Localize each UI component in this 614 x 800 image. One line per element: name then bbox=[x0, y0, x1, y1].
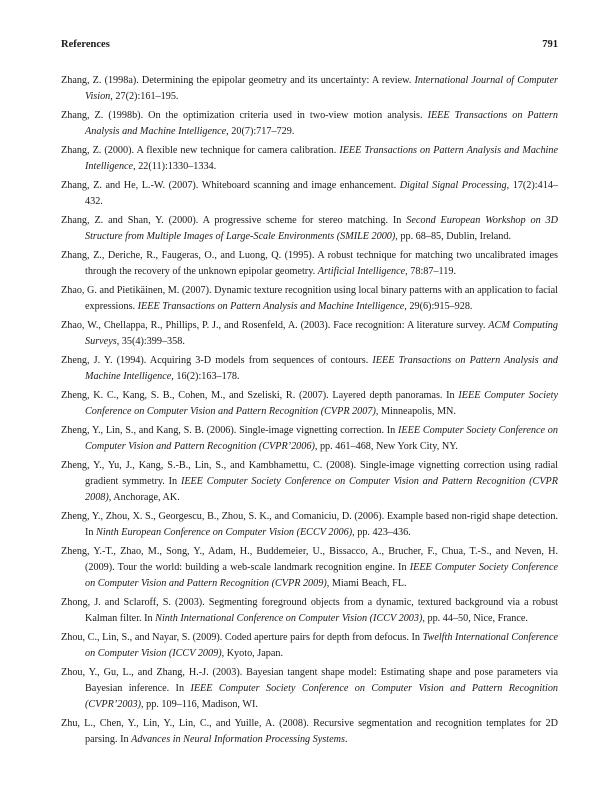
reference-authors-title: Zhong, J. and Sclaroff, S. (2003). Segmenting foreground objects from a dynamic, textured background via a robust Kalman filter. In bbox=[61, 597, 558, 624]
reference-authors-title: Zheng, Y., Yu, J., Kang, S.-B., Lin, S., and Kambhamettu, C. (2008). Single-image vignetting correction using radial gradient symmetry. In bbox=[61, 460, 558, 487]
reference-authors-title: Zhang, Z., Deriche, R., Faugeras, O., and Luong, Q. (1995). A robust technique for matching two uncalibrated images through the recovery of the unknown epipolar geometry. bbox=[61, 250, 558, 277]
reference-details: , 29(6):915–928. bbox=[404, 301, 473, 312]
reference-venue: Twelfth International Conference on Computer Vision (ICCV 2009) bbox=[85, 632, 558, 659]
reference-authors-title: Zhang, Z. and He, L.-W. (2007). Whiteboard scanning and image enhancement. bbox=[61, 180, 400, 191]
reference-entry bbox=[61, 595, 558, 627]
reference-details: , Kyoto, Japan. bbox=[221, 648, 283, 659]
reference-list bbox=[61, 73, 558, 748]
reference-authors-title: Zheng, Y.-T., Zhao, M., Song, Y., Adam, H., Buddemeier, U., Bissacco, A., Brucher, F., Chua, T.-S., and Neven, H. (2009). Tour the world: building a web-scale landmark recognition engine. In bbox=[61, 546, 558, 573]
reference-venue: IEEE Transactions on Pattern Analysis and Machine Intelligence bbox=[137, 301, 405, 312]
reference-venue: ACM Computing Surveys bbox=[85, 320, 558, 347]
reference-details: , 78:87–119. bbox=[405, 266, 456, 277]
reference-entry bbox=[61, 318, 558, 350]
reference-authors-title: Zheng, K. C., Kang, S. B., Cohen, M., and Szeliski, R. (2007). Layered depth panoramas. In bbox=[61, 390, 459, 401]
reference-details: , Miami Beach, FL. bbox=[326, 578, 407, 589]
reference-authors-title: Zhao, W., Chellappa, R., Phillips, P. J., and Rosenfeld, A. (2003). Face recognition: A literature survey. bbox=[61, 320, 489, 331]
reference-details: , pp. 423–436. bbox=[352, 527, 411, 538]
reference-venue: Ninth European Conference on Computer Vision (ECCV 2006) bbox=[96, 527, 353, 538]
page bbox=[61, 38, 558, 751]
reference-venue: IEEE Transactions on Pattern Analysis and Machine Intelligence bbox=[85, 355, 558, 382]
reference-details: , 16(2):163–178. bbox=[171, 371, 240, 382]
reference-details: , Minneapolis, MN. bbox=[375, 406, 456, 417]
reference-authors-title: Zhang, Z. (1998a). Determining the epipolar geometry and its uncertainty: A review. bbox=[61, 75, 415, 86]
section-title: References bbox=[61, 39, 110, 50]
reference-venue: Digital Signal Processing bbox=[399, 180, 507, 191]
reference-authors-title: Zheng, Y., Lin, S., and Kang, S. B. (2006). Single-image vignetting correction. In bbox=[61, 425, 399, 436]
page-number: 791 bbox=[542, 39, 558, 50]
reference-entry bbox=[61, 630, 558, 662]
reference-venue: IEEE Computer Society Conference on Computer Vision and Pattern Recognition (CVPR 2007) bbox=[85, 390, 558, 417]
reference-entry bbox=[61, 544, 558, 592]
reference-details: . bbox=[344, 734, 348, 745]
reference-entry bbox=[61, 509, 558, 541]
reference-entry bbox=[61, 353, 558, 385]
reference-venue: IEEE Transactions on Pattern Analysis and Machine Intelligence bbox=[85, 145, 558, 172]
reference-details: , 27(2):161–195. bbox=[110, 91, 179, 102]
reference-venue: Second European Workshop on 3D Structure from Multiple Images of Large-Scale Environments (SMILE 2000) bbox=[85, 215, 559, 242]
reference-authors-title: Zhu, L., Chen, Y., Lin, Y., Lin, C., and Yuille, A. (2008). Recursive segmentation and recognition templates for 2D parsing. In bbox=[61, 718, 558, 745]
reference-authors-title: Zhao, G. and Pietikäinen, M. (2007). Dynamic texture recognition using local binary patterns with an application to facial expressions. bbox=[61, 285, 558, 312]
reference-details: , pp. 44–50, Nice, France. bbox=[422, 613, 528, 624]
reference-authors-title: Zheng, Y., Zhou, X. S., Georgescu, B., Zhou, S. K., and Comaniciu, D. (2006). Example based non-rigid shape detection. In bbox=[61, 511, 558, 538]
reference-entry bbox=[61, 213, 558, 245]
reference-details: , 22(11):1330–1334. bbox=[133, 161, 217, 172]
reference-details: , pp. 109–116, Madison, WI. bbox=[141, 699, 258, 710]
reference-details: , 35(4):399–358. bbox=[116, 336, 185, 347]
reference-authors-title: Zhang, Z. (2000). A flexible new technique for camera calibration. bbox=[61, 145, 340, 156]
reference-details: , pp. 461–468, New York City, NY. bbox=[314, 441, 458, 452]
reference-entry bbox=[61, 108, 558, 140]
reference-authors-title: Zhou, Y., Gu, L., and Zhang, H.-J. (2003). Bayesian tangent shape model: Estimating shape and pose parameters via Bayesian inference. In bbox=[61, 667, 558, 694]
reference-authors-title: Zhang, Z. (1998b). On the optimization criteria used in two-view motion analysis. bbox=[61, 110, 428, 121]
reference-details: , Anchorage, AK. bbox=[108, 492, 180, 503]
reference-venue: Ninth International Conference on Computer Vision (ICCV 2003) bbox=[155, 613, 423, 624]
reference-details: , 20(7):717–729. bbox=[226, 126, 295, 137]
reference-venue: International Journal of Computer Vision bbox=[85, 75, 558, 102]
reference-authors-title: Zhang, Z. and Shan, Y. (2000). A progressive scheme for stereo matching. In bbox=[61, 215, 407, 226]
running-header bbox=[61, 38, 558, 52]
reference-entry bbox=[61, 388, 558, 420]
reference-details: , pp. 68–85, Dublin, Ireland. bbox=[395, 231, 512, 242]
reference-venue: IEEE Computer Society Conference on Computer Vision and Pattern Recognition (CVPR’2006) bbox=[85, 425, 558, 452]
reference-entry bbox=[61, 458, 558, 506]
reference-venue: IEEE Transactions on Pattern Analysis and Machine Intelligence bbox=[85, 110, 558, 137]
reference-entry bbox=[61, 248, 558, 280]
reference-venue: IEEE Computer Society Conference on Computer Vision and Pattern Recognition (CVPR’2003) bbox=[85, 683, 559, 710]
reference-entry bbox=[61, 73, 558, 105]
reference-venue: IEEE Computer Society Conference on Computer Vision and Pattern Recognition (CVPR 2008) bbox=[85, 476, 558, 503]
reference-entry bbox=[61, 178, 558, 210]
reference-entry bbox=[61, 283, 558, 315]
reference-authors-title: Zheng, J. Y. (1994). Acquiring 3-D models from sequences of contours. bbox=[61, 355, 373, 366]
reference-details: , 17(2):414–432. bbox=[85, 180, 559, 207]
reference-entry bbox=[61, 716, 558, 748]
reference-entry bbox=[61, 423, 558, 455]
reference-entry bbox=[61, 143, 558, 175]
reference-venue: IEEE Computer Society Conference on Computer Vision and Pattern Recognition (CVPR 2009) bbox=[85, 562, 558, 589]
reference-entry bbox=[61, 665, 558, 713]
reference-authors-title: Zhou, C., Lin, S., and Nayar, S. (2009). Coded aperture pairs for depth from defocus. In bbox=[61, 632, 423, 643]
reference-venue: Advances in Neural Information Processing Systems bbox=[131, 734, 345, 745]
reference-venue: Artificial Intelligence bbox=[317, 266, 406, 277]
